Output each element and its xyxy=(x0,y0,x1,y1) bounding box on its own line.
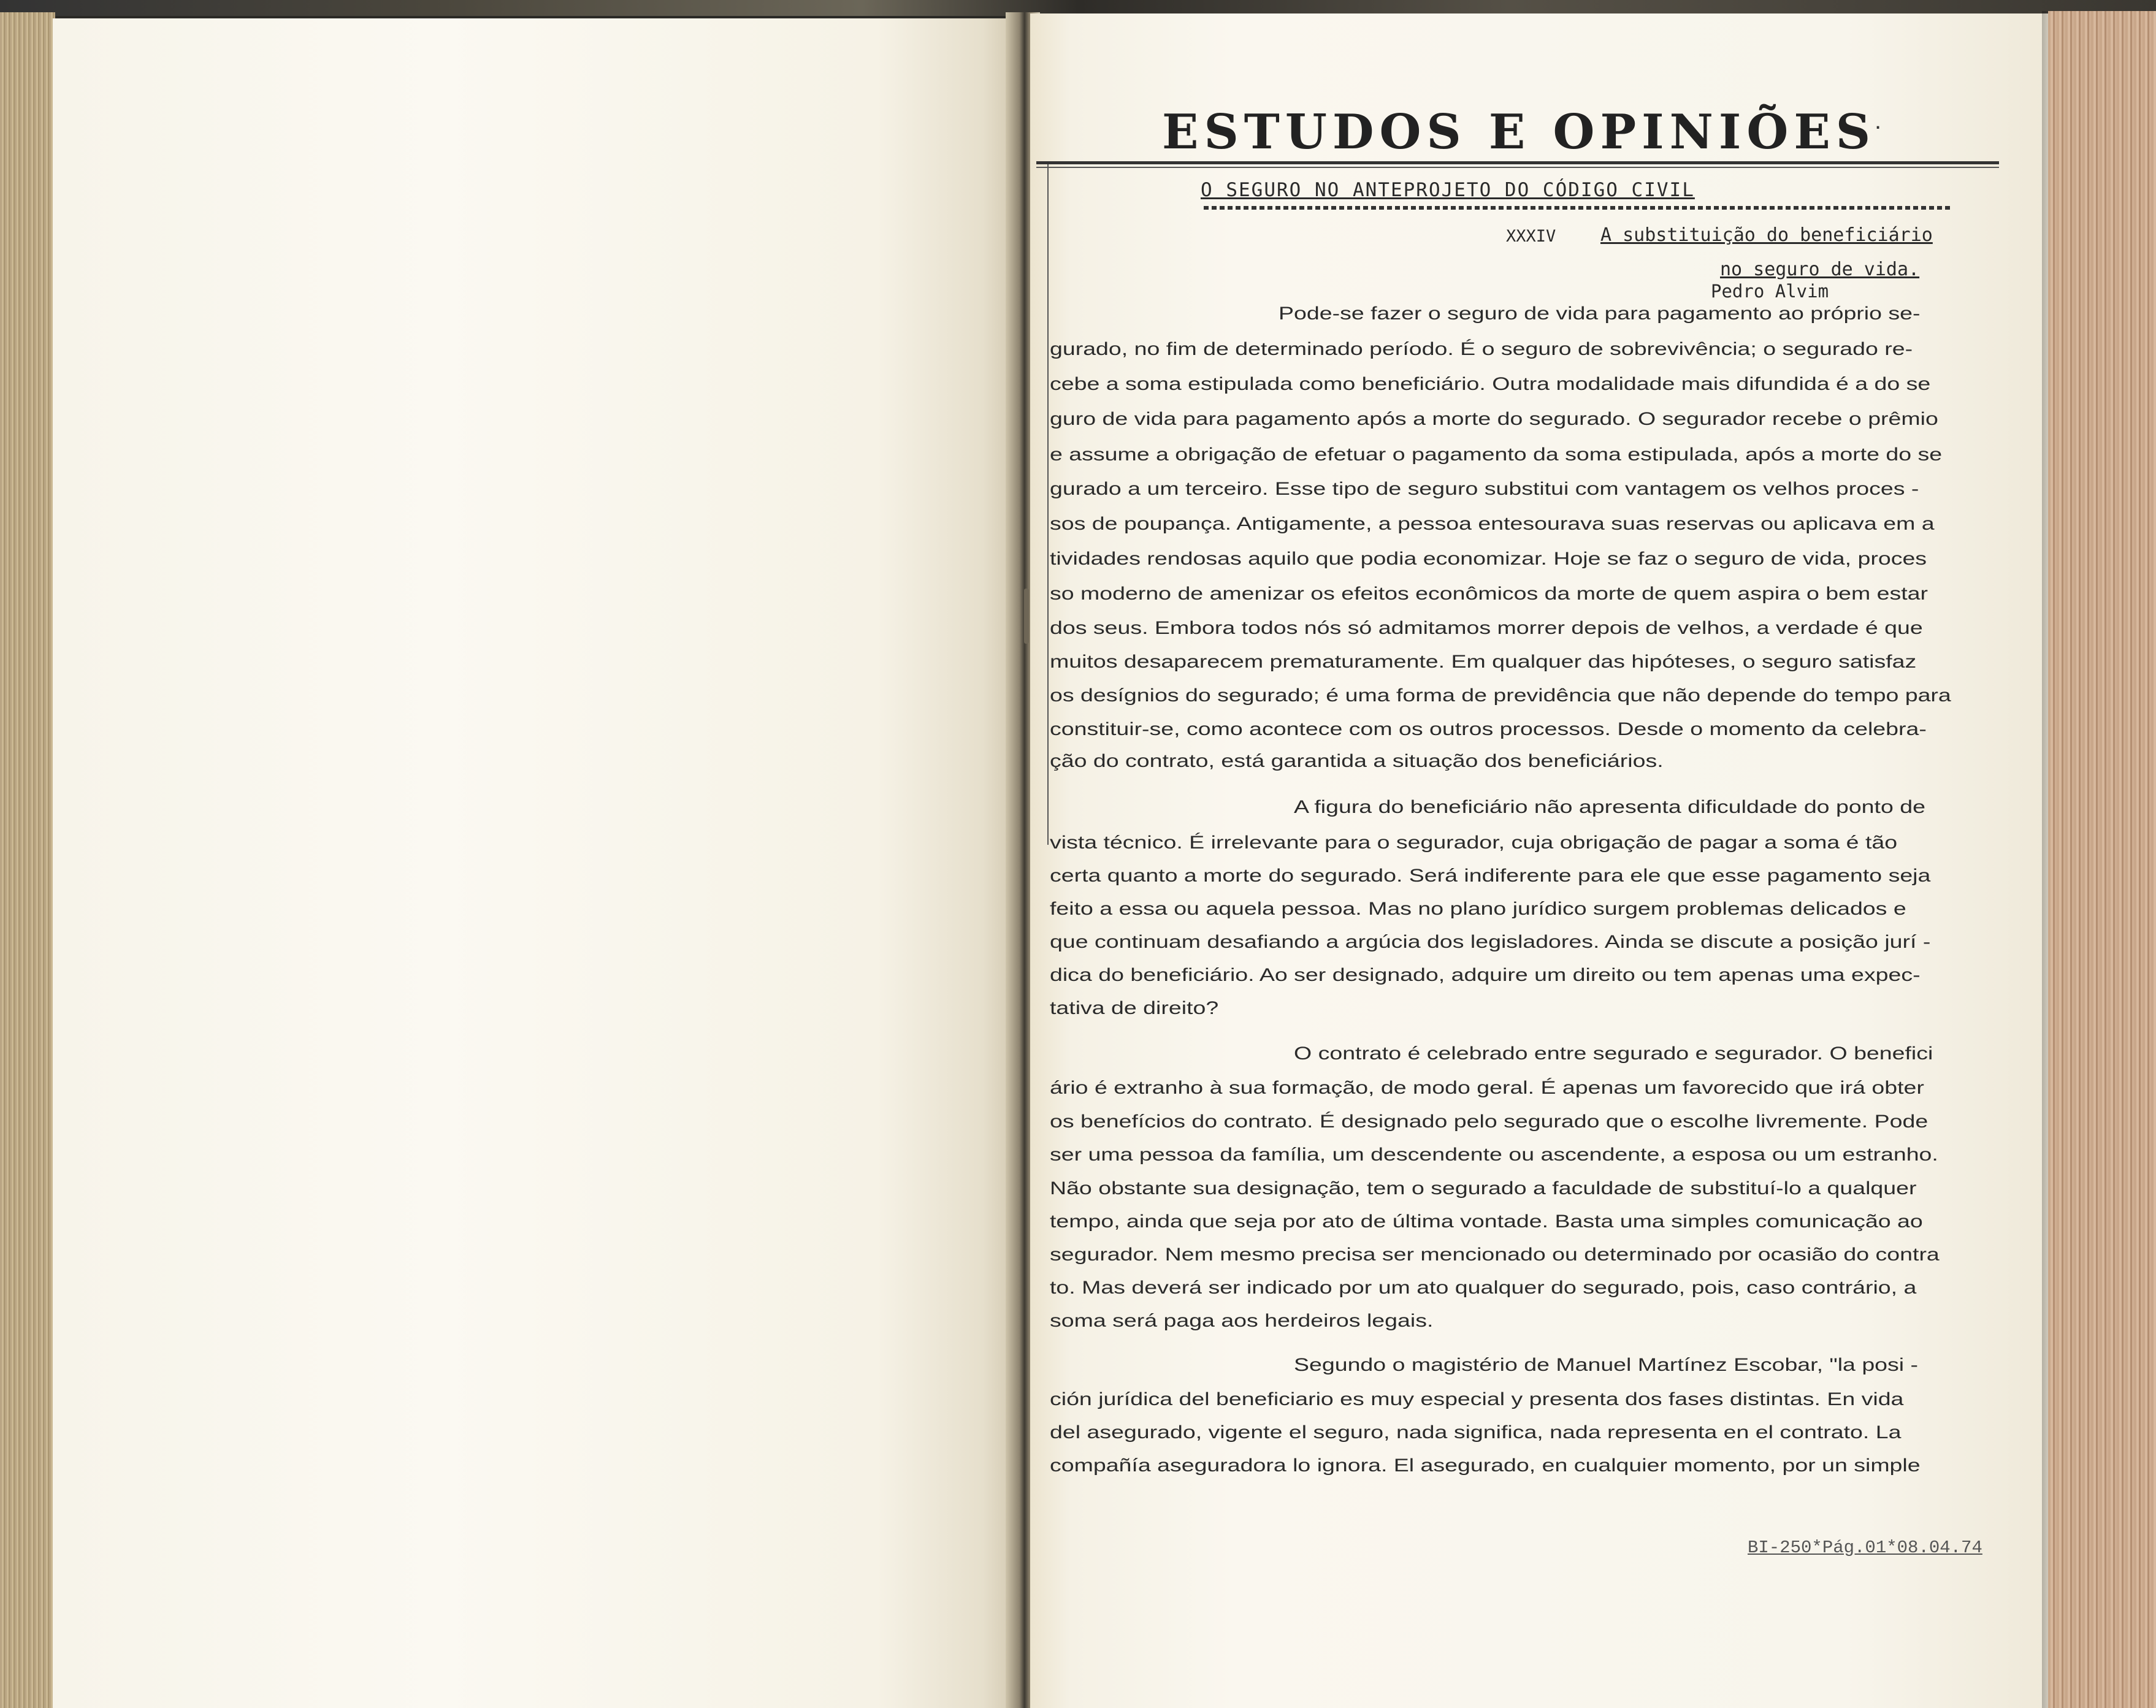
body-line: dica do beneficiário. Ao ser designado, adquire um direito ou tem apenas uma expec- xyxy=(1050,965,1921,985)
body-line: ário é extranho à sua formação, de modo geral. É apenas um favorecido que irá obter xyxy=(1050,1078,1924,1098)
header-dot: . xyxy=(1875,107,1882,134)
body-line: gurado a um terceiro. Esse tipo de seguro substitui com vantagem os velhos proces - xyxy=(1050,479,1919,499)
body-line: ção do contrato, está garantida a situação dos beneficiários. xyxy=(1050,751,1664,771)
page-reference: BI-250*Pág.01*08.04.74 xyxy=(1748,1538,1982,1558)
body-line: sos de poupança. Antigamente, a pessoa entesourava suas reservas ou aplicava em a xyxy=(1050,514,1935,534)
body-line: certa quanto a morte do segurado. Será indiferente para ele que esse pagamento seja xyxy=(1050,866,1931,886)
body-line: Não obstante sua designação, tem o segurado a faculdade de substituí-lo a qualquer xyxy=(1050,1178,1917,1199)
body-line: muitos desaparecem prematuramente. Em qualquer das hipóteses, o seguro satisfaz xyxy=(1050,652,1917,672)
body-line: feito a essa ou aquela pessoa. Mas no plano jurídico surgem problemas delicados e xyxy=(1050,899,1906,919)
body-line: guro de vida para pagamento após a morte do segurado. O segurador recebe o prêmio xyxy=(1050,409,1938,429)
body-line: gurado, no fim de determinado período. É o seguro de sobrevivência; o segurado re- xyxy=(1050,339,1913,359)
body-line: segurador. Nem mesmo precisa ser mencionado ou determinado por ocasião do contra xyxy=(1050,1245,1940,1265)
margin-line xyxy=(1047,164,1049,845)
left-page-blank xyxy=(53,18,1022,1708)
body-line: tempo, ainda que seja por ato de última vontade. Basta uma simples comunicação ao xyxy=(1050,1211,1923,1232)
body-line: A figura do beneficiário não apresenta dificuldade do ponto de xyxy=(1294,797,1925,817)
body-line: compañía aseguradora lo ignora. El asegurado, en cualquier momento, por un simple xyxy=(1050,1455,1921,1476)
section-number: XXXIV xyxy=(1506,227,1556,246)
body-line: ción jurídica del beneficiario es muy especial y presenta dos fases distintas. En vida xyxy=(1050,1389,1904,1409)
author-name: Pedro Alvim xyxy=(1711,281,1829,302)
section-heading: ESTUDOS E OPINIÕES xyxy=(1162,104,1876,160)
body-line: so moderno de amenizar os efeitos econômicos da morte de quem aspira o bem estar xyxy=(1050,584,1929,604)
body-line: e assume a obrigação de efetuar o pagamento da soma estipulada, após a morte do se xyxy=(1050,444,1943,465)
body-line: O contrato é celebrado entre segurado e segurador. O benefici xyxy=(1294,1043,1933,1064)
body-line: vista técnico. É irrelevante para o segurador, cuja obrigação de pagar a soma é tão xyxy=(1050,833,1898,853)
title-dashed-underline xyxy=(1204,206,1952,210)
section-title-line-1: A substituição do beneficiário xyxy=(1600,224,1933,246)
body-line: ser uma pessoa da família, um descendente ou ascendente, a esposa ou um estranho. xyxy=(1050,1145,1938,1165)
right-page-edges xyxy=(2048,11,2156,1708)
body-line: constituir-se, como acontece com os outros processos. Desde o momento da celebra- xyxy=(1050,719,1927,739)
body-line: soma será paga aos herdeiros legais. xyxy=(1050,1311,1434,1331)
body-line: tativa de direito? xyxy=(1050,998,1219,1018)
left-page-edges xyxy=(0,12,55,1708)
body-line: os desígnios do segurado; é uma forma de previdência que não depende do tempo para xyxy=(1050,685,1951,706)
body-line: Pode-se fazer o seguro de vida para pagamento ao próprio se- xyxy=(1279,303,1921,324)
body-line: Segundo o magistério de Manuel Martínez Escobar, "la posi - xyxy=(1294,1355,1919,1375)
body-line: del asegurado, vigente el seguro, nada significa, nada representa en el contrato. La xyxy=(1050,1422,1902,1443)
body-line: os benefícios do contrato. É designado pelo segurado que o escolhe livremente. Pode xyxy=(1050,1111,1929,1132)
header-rule-thin xyxy=(1036,167,1999,168)
body-line: que continuam desafiando a argúcia dos legisladores. Ainda se discute a posição jurí - xyxy=(1050,932,1931,952)
section-title-line-2: no seguro de vida. xyxy=(1720,259,1920,280)
body-line: dos seus. Embora todos nós só admitamos morrer depois de velhos, a verdade é que xyxy=(1050,618,1923,638)
binding-mark xyxy=(1024,589,1029,644)
header-rule xyxy=(1036,161,1999,164)
body-line: cebe a soma estipulada como beneficiário. Outra modalidade mais difundida é a do se xyxy=(1050,374,1931,394)
article-title: O SEGURO NO ANTEPROJETO DO CÓDIGO CIVIL xyxy=(1201,179,1695,201)
body-line: tividades rendosas aquilo que podia economizar. Hoje se faz o seguro de vida, proces xyxy=(1050,549,1927,569)
body-line: to. Mas deverá ser indicado por um ato qualquer do segurado, pois, caso contrário, a xyxy=(1050,1278,1917,1298)
